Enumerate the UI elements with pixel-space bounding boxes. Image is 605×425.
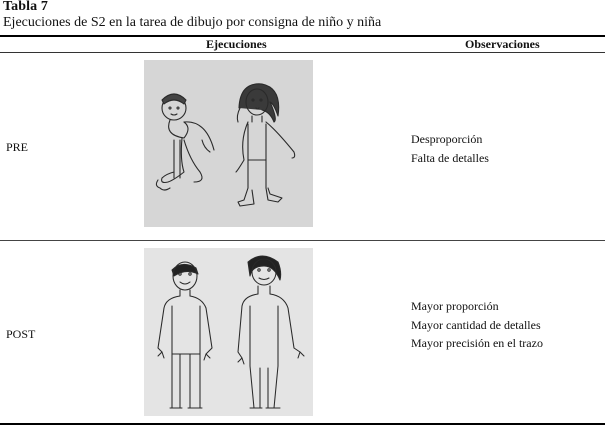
drawing-post	[144, 248, 313, 416]
table-caption: Ejecuciones de S2 en la tarea de dibujo por consigna de niño y niña	[3, 15, 382, 30]
table-title: Tabla 7	[3, 0, 48, 14]
observation-item: Falta de detalles	[411, 150, 489, 165]
observations-pre	[411, 130, 489, 167]
bottom-rule	[0, 423, 605, 425]
drawing-pre	[144, 60, 313, 227]
row-divider	[0, 240, 605, 241]
row-label-pre: PRE	[6, 140, 29, 154]
observation-item: Mayor cantidad de detalles	[411, 317, 541, 332]
column-header-executions: Ejecuciones	[206, 37, 267, 51]
row-label-post: POST	[6, 327, 36, 341]
column-header-observations: Observaciones	[465, 37, 540, 51]
header-rule	[0, 52, 605, 53]
observations-post	[411, 297, 543, 353]
observation-item: Mayor proporción	[411, 299, 499, 313]
observation-item: Mayor precisión en el trazo	[411, 336, 543, 350]
observation-item: Desproporción	[411, 132, 483, 146]
